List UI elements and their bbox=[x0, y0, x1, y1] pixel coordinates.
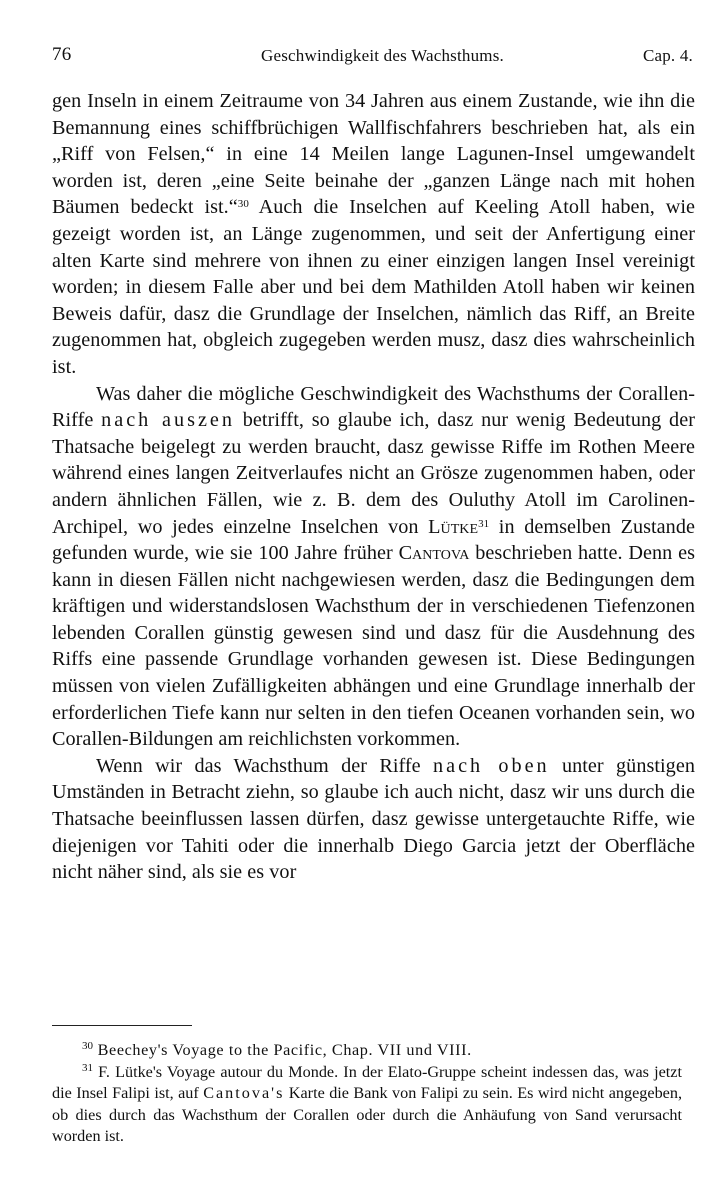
running-title: Geschwindigkeit des Wachsthums. bbox=[261, 46, 504, 65]
spaced-emphasis-nach-auszen: nach auszen bbox=[101, 409, 235, 432]
footnote-31 bbox=[52, 1062, 682, 1148]
paragraph-2-text-d: beschrieben hatte. Denn es kann in diesen Fällen nicht nachgewiesen werden, dasz die Bedingungen dem kräftigen und widerstandslosen Wachsthum der in verschiedenen Tiefenzonen lebenden Corallen günstig gewesen sind und dasz für die Ausdehnung des Riffs eine passende Grundlage vorhanden gewesen ist. Diese Bedingungen müssen von vielen Zufälligkeiten abhängen und eine Grundlage innerhalb der erforderlichen Tiefe kann nur selten in den tiefen Oceanen vorhanden sein, wo Corallen-Bildungen am reichlichsten vorkommen. bbox=[52, 542, 695, 751]
footnotes bbox=[52, 1040, 682, 1148]
paragraph-1-text-a: gen Inseln in einem Zeitraume von 34 Jahren aus einem Zustande, wie ihn die Bemannung eines schiffbrüchigen Wallfischfahrers beschrieben hat, als ein „Riff von Felsen,“ in eine 14 Meilen lange Lagunen-Insel umgewandelt worden ist, deren „eine Seite beinahe der „ganzen Länge nach mit hohen Bäumen bedeckt ist.“ bbox=[52, 90, 695, 219]
footnote-31-text-a: F. Lütke's Voyage autour du Monde. In der Elato-Gruppe scheint indessen das, was jetzt die Insel Falipi ist, auf bbox=[52, 1062, 682, 1103]
chapter-label: Cap. 4. bbox=[642, 46, 693, 65]
footnote-31-text-b: Karte die Bank von Falipi zu sein. Es wird nicht angegeben, ob dies durch das Wachsthum der Corallen oder durch die Anhäufung von Sand verursacht worden ist. bbox=[52, 1084, 682, 1146]
spaced-emphasis-nach-oben: nach oben bbox=[433, 754, 550, 777]
footnote-31-number: 31 bbox=[82, 1061, 93, 1074]
paragraph-3 bbox=[52, 753, 695, 886]
paragraph-1 bbox=[52, 88, 695, 381]
paragraph-1-text-b: Auch die Inselchen auf Keeling Atoll haben, wie gezeigt worden ist, an Länge zugenommen, und seit der Anfertigung einer alten Karte sind mehrere von ihnen zu einer einzigen langen Insel vereinigt worden; in diesem Falle aber und bei dem Mathilden Atoll haben wir keinen Beweis dafür, dasz die Grundlage der Inselchen, nämlich das Riff, an Breite zugenommen hat, obgleich zugegeben werden musz, dasz dies wahrscheinlich ist. bbox=[52, 196, 695, 378]
footnote-ref-30: 30 bbox=[237, 198, 249, 211]
paragraph-2-text-a: Was daher die mögliche Geschwindigkeit des Wachsthums der Corallen-Riffe bbox=[52, 382, 695, 432]
footnote-30-number: 30 bbox=[82, 1040, 93, 1052]
footnote-ref-31: 31 bbox=[478, 517, 490, 530]
footnote-divider bbox=[52, 1025, 192, 1026]
main-text bbox=[52, 88, 695, 886]
paragraph-3-text-b: unter günstigen Umständen in Betracht ziehn, so glaube ich auch nicht, dasz wir uns durch die Thatsache beeinflussen lassen dürfen, dasz gewisse untergetauchte Riffe, wie diejenigen vor Tahiti oder die innerhalb Diego Garcia jetzt der Oberfläche nicht näher sind, als sie es vor bbox=[52, 754, 695, 884]
spaced-name-cantovas: Cantova's bbox=[203, 1084, 285, 1103]
paragraph-2-text-c: in demselben Zustande gefunden wurde, wie sie 100 Jahre früher bbox=[52, 515, 695, 565]
small-caps-name-cantova: Cantova bbox=[398, 542, 470, 565]
page-number: 76 bbox=[52, 44, 72, 65]
paragraph-2-text-b: betrifft, so glaube ich, dasz nur wenig Bedeutung der Thatsache beigelegt zu werden braucht, dasz gewisse Riffe im Rothen Meere während eines langen Zeitverlaufes nicht an Grösze zugenommen haben, oder andern ähnlichen Fällen, wie z. B. dem des Ouluthy Atoll im Carolinen-Archipel, wo jedes einzelne Inselchen von bbox=[52, 409, 695, 538]
running-header bbox=[52, 44, 693, 72]
footnote-30-text: Beechey's Voyage to the Pacific, Chap. VII und VIII. bbox=[93, 1041, 472, 1059]
paragraph-2 bbox=[52, 381, 695, 753]
paragraph-3-text-a: Wenn wir das Wachsthum der Riffe bbox=[96, 754, 434, 777]
footnote-30 bbox=[52, 1040, 682, 1062]
small-caps-name-luetke: Lütke bbox=[428, 515, 479, 538]
